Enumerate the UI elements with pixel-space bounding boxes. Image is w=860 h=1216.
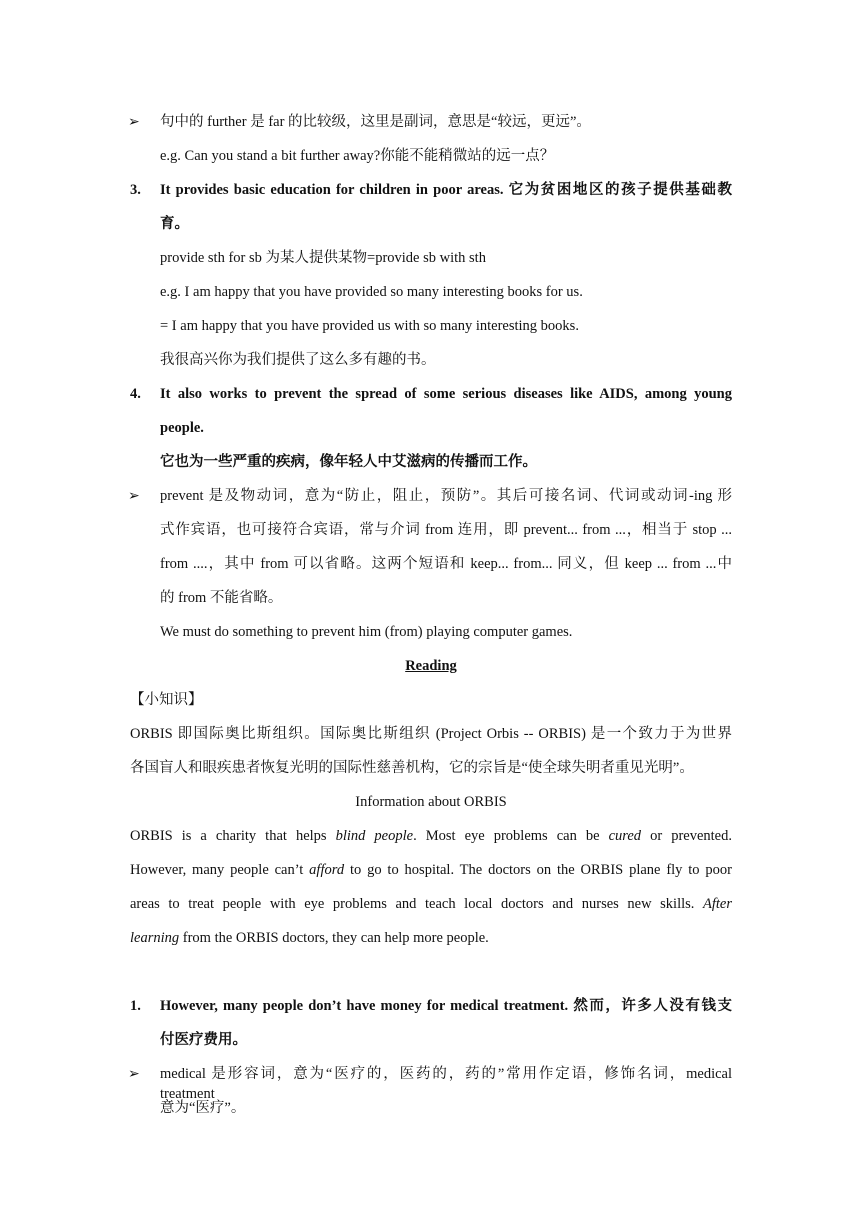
item-4-translation: 它也为一些严重的疾病，像年轻人中艾滋病的传播而工作。: [160, 454, 537, 470]
prevent-note-line-4: 的 from 不能省略。: [160, 590, 283, 606]
bullet-arrow-icon: ➢: [128, 488, 140, 504]
p2-text-a: However, many people can’t: [130, 862, 310, 878]
bullet-arrow-icon: ➢: [128, 114, 140, 130]
p4-text-b: from the ORBIS doctors, they can help more people.: [179, 930, 489, 946]
item-4-sentence: It also works to prevent the spread of some serious diseases like AIDS, among young: [160, 386, 732, 402]
info-title: Information about ORBIS: [355, 794, 507, 810]
item-3-phrase: provide sth for sb 为某人提供某物=provide sb with sth: [160, 250, 486, 266]
item-1-sentence: However, many people don’t have money for medical treatment. 然而，许多人没有钱支: [160, 998, 732, 1014]
item-1-number: 1.: [130, 998, 141, 1014]
item-3-example: e.g. I am happy that you have provided so many interesting books for us.: [160, 284, 583, 300]
p1-text-c: . Most eye problems can be: [413, 828, 609, 844]
reading-paragraph-line-1: [130, 826, 732, 846]
p1-text-a: ORBIS is a charity that helps: [130, 828, 336, 844]
p2-italic-afford: afford: [309, 862, 345, 878]
item-3-sentence-cont: 育。: [160, 216, 189, 232]
item-1-sentence-cont: 付医疗费用。: [160, 1032, 247, 1048]
further-example: e.g. Can you stand a bit further away?你能不能稍微站的远一点？: [160, 148, 555, 164]
tips-label: 【小知识】: [130, 692, 203, 708]
orbis-intro-line-1: ORBIS 即国际奥比斯组织。国际奥比斯组织 (Project Orbis -- ORBIS) 是一个致力于为世界: [130, 726, 732, 742]
reading-paragraph-line-4: [130, 928, 489, 948]
item-3-number: 3.: [130, 182, 141, 198]
orbis-intro-line-2: 各国盲人和眼疾患者恢复光明的国际性慈善机构，它的宗旨是“使全球失明者重见光明”。: [130, 760, 694, 776]
p3-text-a: areas to treat people with eye problems and teach local doctors and nurses new skills.: [130, 896, 703, 912]
item-4-number: 4.: [130, 386, 141, 402]
reading-heading-text: Reading: [405, 658, 457, 674]
reading-heading: [130, 656, 732, 676]
prevent-note-line-1: prevent 是及物动词，意为“防止，阻止，预防”。其后可接名词、代词或动词-ing 形: [160, 488, 732, 504]
further-note: 句中的 further 是 far 的比较级，这里是副词，意思是“较远，更远”。: [160, 114, 591, 130]
p1-italic-cured: cured: [608, 828, 642, 844]
item-3-translation: 我很高兴你为我们提供了这么多有趣的书。: [160, 352, 436, 368]
bullet-arrow-icon: ➢: [128, 1066, 140, 1082]
p1-italic-blind-people: blind people: [335, 828, 414, 844]
item-4-sentence-cont: people.: [160, 420, 204, 436]
reading-paragraph-line-2: [130, 860, 732, 880]
prevent-note-line-2: 式作宾语，也可接符合宾语，常与介词 from 连用，即 prevent... from ...，相当于 stop ...: [160, 522, 732, 538]
p3-italic-after: After: [703, 896, 732, 912]
reading-paragraph-line-3: [130, 894, 732, 914]
item-3-equivalent: = I am happy that you have provided us with so many interesting books.: [160, 318, 579, 334]
p2-text-c: to go to hospital. The doctors on the ORBIS plane fly to poor: [344, 862, 732, 878]
p4-italic-learning: learning: [130, 930, 180, 946]
item-3-sentence: It provides basic education for children in poor areas. 它为贫困地区的孩子提供基础教: [160, 182, 732, 198]
medical-note-line-1: medical 是形容词，意为“医疗的，医药的，药的”常用作定语，修饰名词，medical treatment: [160, 1066, 732, 1102]
prevent-example: We must do something to prevent him (from) playing computer games.: [160, 624, 573, 640]
p1-text-e: or prevented.: [641, 828, 732, 844]
prevent-note-line-3: from ....，其中 from 可以省略。这两个短语和 keep... from... 同义，但 keep ... from ...中: [160, 556, 732, 572]
medical-note-line-2: 意为“医疗”。: [160, 1100, 246, 1116]
